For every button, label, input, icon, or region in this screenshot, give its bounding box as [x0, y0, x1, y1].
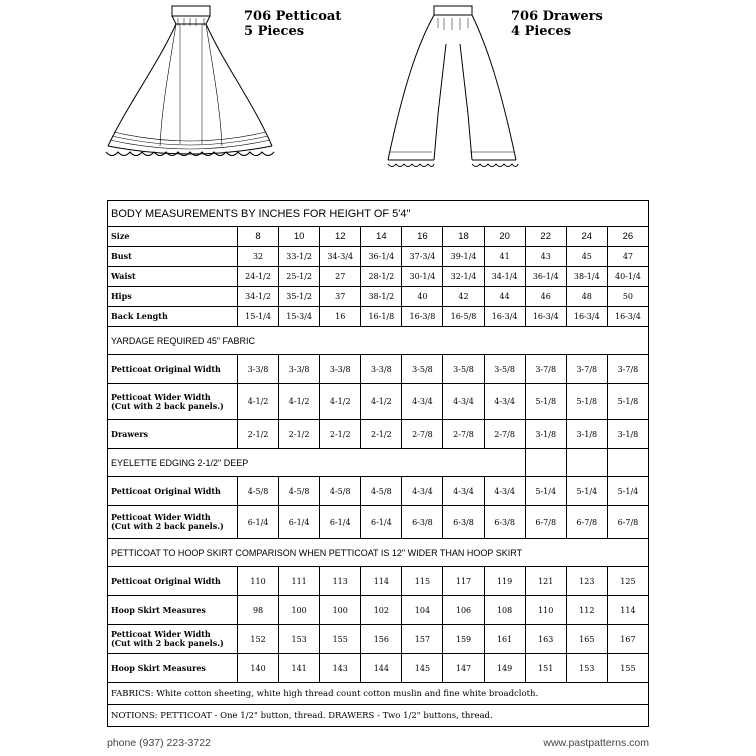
size-cell: 16: [402, 227, 443, 247]
notions-note: NOTIONS: PETTICOAT - One 1/2" button, thread. DRAWERS - Two 1/2" buttons, thread.: [108, 705, 649, 727]
table-row: [108, 477, 649, 506]
row-label: [108, 506, 238, 539]
value-cell: 50: [607, 287, 648, 307]
value-cell: 32-1/4: [443, 267, 484, 287]
row-label: [108, 355, 238, 384]
value-cell: 16-5/8: [443, 307, 484, 327]
value-cell: 2-7/8: [484, 420, 525, 449]
value-cell: 44: [484, 287, 525, 307]
value-cell: 43: [525, 247, 566, 267]
drawers-title: [511, 9, 603, 39]
value-cell: 123: [566, 567, 607, 596]
value-cell: 2-1/2: [279, 420, 320, 449]
table-row: [108, 596, 649, 625]
value-cell: 5-1/8: [607, 384, 648, 420]
value-cell: 4-5/8: [238, 477, 279, 506]
value-cell: 155: [320, 625, 361, 654]
value-cell: 165: [566, 625, 607, 654]
table-row: [108, 307, 649, 327]
table-row: [108, 567, 649, 596]
value-cell: 6-1/4: [238, 506, 279, 539]
value-cell: 106: [443, 596, 484, 625]
value-cell: 102: [361, 596, 402, 625]
value-cell: 37: [320, 287, 361, 307]
fabrics-note: FABRICS: White cotton sheeting, white high thread count cotton muslin and fine white broadcloth.: [108, 683, 649, 705]
value-cell: 100: [279, 596, 320, 625]
row-label: [108, 567, 238, 596]
value-cell: 4-3/4: [443, 477, 484, 506]
value-cell: 151: [525, 654, 566, 683]
value-cell: 2-1/2: [320, 420, 361, 449]
row-label-text: Drawers: [111, 428, 149, 439]
value-cell: 108: [484, 596, 525, 625]
row-label: [108, 384, 238, 420]
value-cell: 3-3/8: [238, 355, 279, 384]
value-cell: 6-1/4: [279, 506, 320, 539]
value-cell: 144: [361, 654, 402, 683]
blank-cell: [525, 449, 566, 477]
row-label-text: Bust: [111, 251, 132, 261]
value-cell: 6-7/8: [525, 506, 566, 539]
value-cell: 25-1/2: [279, 267, 320, 287]
table-row: [108, 384, 649, 420]
row-label-text: Petticoat Wider Width: [111, 629, 211, 639]
value-cell: 34-1/2: [238, 287, 279, 307]
drawers-title-line2: 4 Pieces: [511, 24, 572, 39]
value-cell: 3-1/8: [607, 420, 648, 449]
value-cell: 6-3/8: [402, 506, 443, 539]
value-cell: 110: [525, 596, 566, 625]
table-row: [108, 449, 649, 477]
value-cell: 15-1/4: [238, 307, 279, 327]
value-cell: 2-7/8: [443, 420, 484, 449]
value-cell: 156: [361, 625, 402, 654]
value-cell: 112: [566, 596, 607, 625]
table-row: [108, 705, 649, 727]
value-cell: 153: [566, 654, 607, 683]
value-cell: 98: [238, 596, 279, 625]
table-row: [108, 625, 649, 654]
value-cell: 36-1/4: [525, 267, 566, 287]
value-cell: 6-3/8: [484, 506, 525, 539]
value-cell: 5-1/8: [566, 384, 607, 420]
value-cell: 4-1/2: [361, 384, 402, 420]
value-cell: 3-5/8: [484, 355, 525, 384]
table-row: [108, 683, 649, 705]
size-cell: 8: [238, 227, 279, 247]
row-label-text: Petticoat Original Width: [111, 363, 221, 374]
value-cell: 4-1/2: [320, 384, 361, 420]
row-label: [108, 267, 238, 287]
value-cell: 114: [361, 567, 402, 596]
measurement-table: [107, 200, 649, 727]
value-cell: 39-1/4: [443, 247, 484, 267]
size-cell: 26: [607, 227, 648, 247]
value-cell: 5-1/8: [525, 384, 566, 420]
value-cell: 140: [238, 654, 279, 683]
value-cell: 16: [320, 307, 361, 327]
value-cell: 4-3/4: [484, 477, 525, 506]
table-row: [108, 654, 649, 683]
row-label-text: Petticoat Original Width: [111, 485, 221, 496]
value-cell: 117: [443, 567, 484, 596]
value-cell: 4-5/8: [361, 477, 402, 506]
row-label-text: Hoop Skirt Measures: [111, 662, 206, 673]
value-cell: 6-3/8: [443, 506, 484, 539]
footer-website: www.pastpatterns.com: [543, 737, 649, 749]
value-cell: 2-1/2: [361, 420, 402, 449]
value-cell: 15-3/4: [279, 307, 320, 327]
row-label: [108, 307, 238, 327]
value-cell: 34-3/4: [320, 247, 361, 267]
petticoat-title-line2: 5 Pieces: [244, 24, 305, 39]
value-cell: 38-1/2: [361, 287, 402, 307]
row-label: [108, 287, 238, 307]
value-cell: 100: [320, 596, 361, 625]
value-cell: 16-3/4: [525, 307, 566, 327]
value-cell: 161: [484, 625, 525, 654]
value-cell: 28-1/2: [361, 267, 402, 287]
value-cell: 16-3/4: [484, 307, 525, 327]
row-label: [108, 596, 238, 625]
value-cell: 42: [443, 287, 484, 307]
row-label-text: Hoop Skirt Measures: [111, 604, 206, 615]
value-cell: 4-3/4: [402, 477, 443, 506]
value-cell: 115: [402, 567, 443, 596]
petticoat-title-line1: 706 Petticoat: [244, 9, 342, 24]
value-cell: 6-1/4: [320, 506, 361, 539]
value-cell: 5-1/4: [566, 477, 607, 506]
row-label-text: Petticoat Original Width: [111, 575, 221, 586]
value-cell: 3-5/8: [402, 355, 443, 384]
value-cell: 153: [279, 625, 320, 654]
value-cell: 3-7/8: [566, 355, 607, 384]
value-cell: 5-1/4: [607, 477, 648, 506]
value-cell: 6-7/8: [607, 506, 648, 539]
row-label: [108, 654, 238, 683]
row-label-text: Hips: [111, 291, 132, 301]
value-cell: 3-3/8: [361, 355, 402, 384]
value-cell: 3-1/8: [525, 420, 566, 449]
value-cell: 111: [279, 567, 320, 596]
value-cell: 36-1/4: [361, 247, 402, 267]
table-row: [108, 267, 649, 287]
size-cell: 12: [320, 227, 361, 247]
value-cell: 4-3/4: [484, 384, 525, 420]
value-cell: 114: [607, 596, 648, 625]
size-cell: 24: [566, 227, 607, 247]
footer-phone: phone (937) 223-3722: [107, 737, 211, 749]
value-cell: 125: [607, 567, 648, 596]
value-cell: 4-1/2: [279, 384, 320, 420]
value-cell: 37-3/4: [402, 247, 443, 267]
row-label-note: (Cut with 2 back panels.): [111, 521, 224, 531]
table-row: [108, 227, 649, 247]
row-label-text: Back Length: [111, 311, 168, 321]
value-cell: 41: [484, 247, 525, 267]
value-cell: 16-3/4: [566, 307, 607, 327]
row-label-note: (Cut with 2 back panels.): [111, 638, 224, 648]
value-cell: 147: [443, 654, 484, 683]
value-cell: 141: [279, 654, 320, 683]
value-cell: 159: [443, 625, 484, 654]
size-cell: 20: [484, 227, 525, 247]
table-row: [108, 287, 649, 307]
value-cell: 2-1/2: [238, 420, 279, 449]
value-cell: 157: [402, 625, 443, 654]
value-cell: 3-5/8: [443, 355, 484, 384]
value-cell: 38-1/4: [566, 267, 607, 287]
row-label: [108, 625, 238, 654]
value-cell: 45: [566, 247, 607, 267]
value-cell: 6-1/4: [361, 506, 402, 539]
value-cell: 3-1/8: [566, 420, 607, 449]
value-cell: 4-5/8: [279, 477, 320, 506]
value-cell: 32: [238, 247, 279, 267]
value-cell: 40: [402, 287, 443, 307]
value-cell: 3-7/8: [525, 355, 566, 384]
value-cell: 145: [402, 654, 443, 683]
value-cell: 152: [238, 625, 279, 654]
size-label: Size: [108, 227, 238, 247]
table-row: [108, 539, 649, 567]
petticoat-title: [244, 9, 341, 39]
value-cell: 47: [607, 247, 648, 267]
value-cell: 4-3/4: [443, 384, 484, 420]
value-cell: 119: [484, 567, 525, 596]
row-label-text: Petticoat Wider Width: [111, 512, 211, 522]
value-cell: 121: [525, 567, 566, 596]
value-cell: 143: [320, 654, 361, 683]
value-cell: 155: [607, 654, 648, 683]
value-cell: 3-3/8: [320, 355, 361, 384]
blank-cell: [607, 449, 648, 477]
table-row: [108, 355, 649, 384]
value-cell: 16-3/4: [607, 307, 648, 327]
value-cell: 3-3/8: [279, 355, 320, 384]
value-cell: 104: [402, 596, 443, 625]
value-cell: 27: [320, 267, 361, 287]
value-cell: 2-7/8: [402, 420, 443, 449]
value-cell: 40-1/4: [607, 267, 648, 287]
value-cell: 48: [566, 287, 607, 307]
value-cell: 3-7/8: [607, 355, 648, 384]
value-cell: 167: [607, 625, 648, 654]
hoop-heading: PETTICOAT TO HOOP SKIRT COMPARISON WHEN PETTICOAT IS 12" WIDER THAN HOOP SKIRT: [108, 539, 649, 567]
size-cell: 18: [443, 227, 484, 247]
drawers-illustration: [376, 4, 526, 170]
value-cell: 5-1/4: [525, 477, 566, 506]
size-cell: 22: [525, 227, 566, 247]
value-cell: 6-7/8: [566, 506, 607, 539]
value-cell: 34-1/4: [484, 267, 525, 287]
value-cell: 30-1/4: [402, 267, 443, 287]
table-row: [108, 506, 649, 539]
value-cell: 163: [525, 625, 566, 654]
table-row: [108, 420, 649, 449]
table-row: [108, 247, 649, 267]
row-label-text: Petticoat Wider Width: [111, 391, 211, 402]
size-cell: 10: [279, 227, 320, 247]
value-cell: 149: [484, 654, 525, 683]
value-cell: 113: [320, 567, 361, 596]
value-cell: 24-1/2: [238, 267, 279, 287]
value-cell: 16-1/8: [361, 307, 402, 327]
value-cell: 4-3/4: [402, 384, 443, 420]
row-label: [108, 477, 238, 506]
table-row: [108, 327, 649, 355]
size-cell: 14: [361, 227, 402, 247]
value-cell: 4-5/8: [320, 477, 361, 506]
drawers-title-line1: 706 Drawers: [511, 9, 603, 24]
yardage-heading: YARDAGE REQUIRED 45" FABRIC: [108, 327, 649, 355]
blank-cell: [566, 449, 607, 477]
table-row: [108, 201, 649, 227]
row-label-text: Waist: [111, 271, 136, 281]
row-label: [108, 420, 238, 449]
table-heading: BODY MEASUREMENTS BY INCHES FOR HEIGHT OF 5'4": [108, 201, 649, 227]
value-cell: 16-3/8: [402, 307, 443, 327]
row-label-note: (Cut with 2 back panels.): [111, 400, 224, 411]
value-cell: 110: [238, 567, 279, 596]
value-cell: 35-1/2: [279, 287, 320, 307]
value-cell: 46: [525, 287, 566, 307]
value-cell: 4-1/2: [238, 384, 279, 420]
value-cell: 33-1/2: [279, 247, 320, 267]
eyelette-heading: EYELETTE EDGING 2-1/2" DEEP: [108, 449, 526, 477]
row-label: [108, 247, 238, 267]
